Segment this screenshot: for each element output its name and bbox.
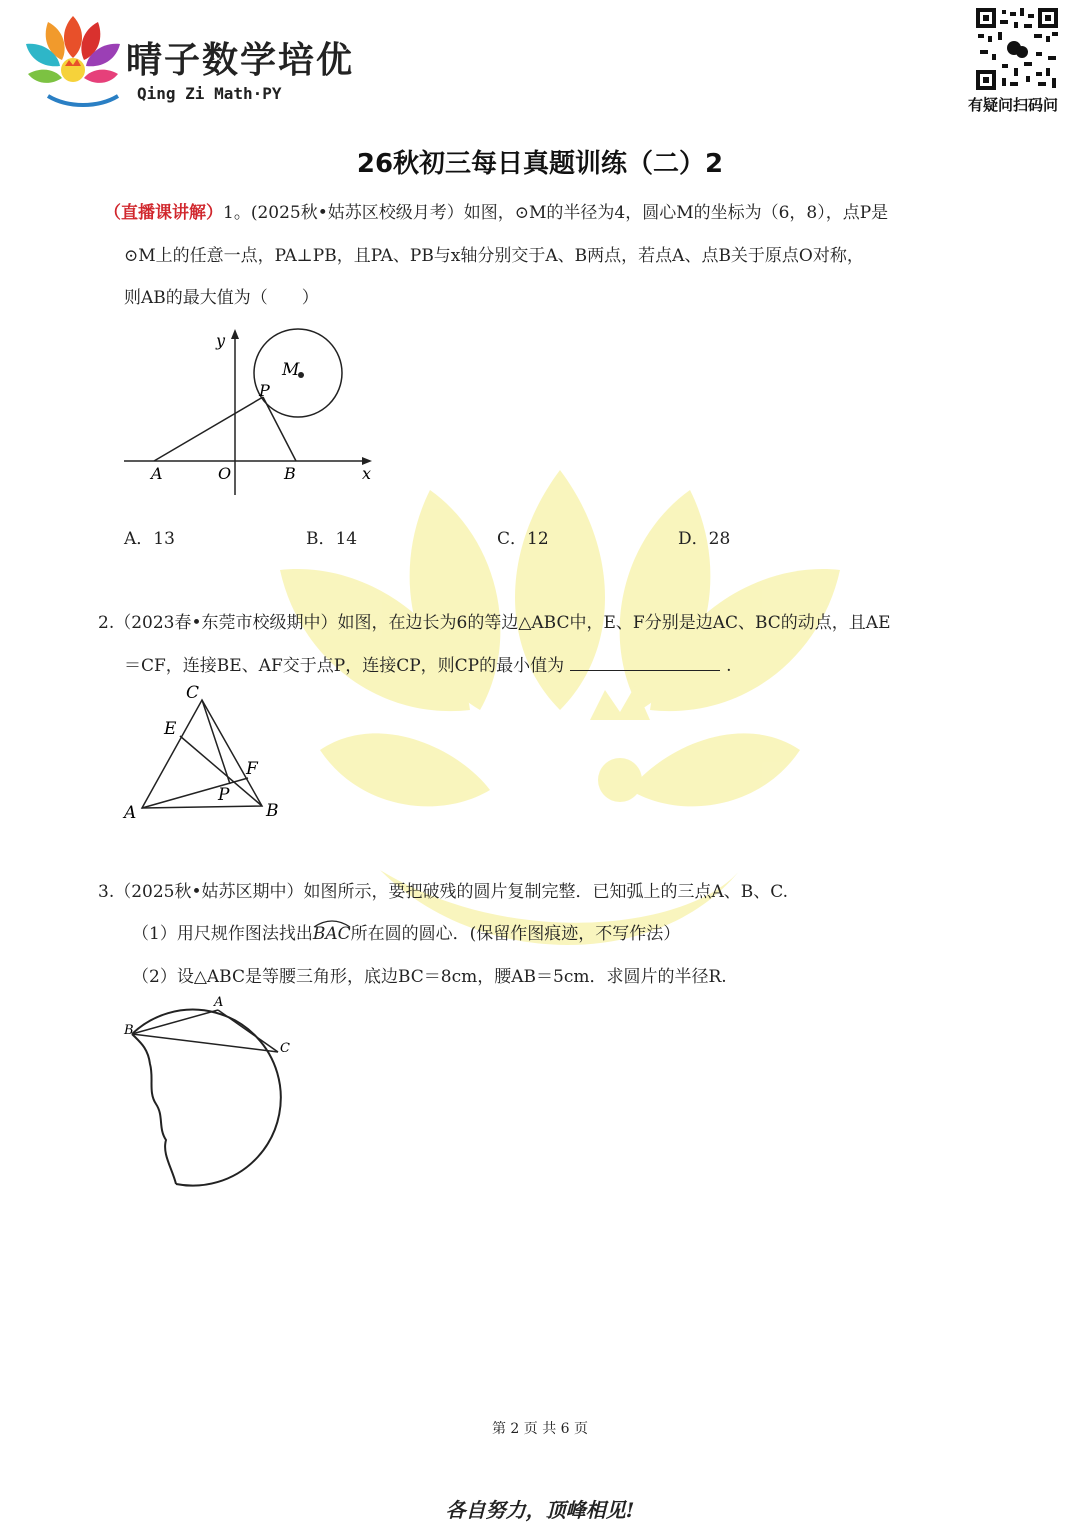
q2-fig-label-b: B	[266, 801, 279, 821]
page-title: 26秋初三每日真题训练（二）2	[356, 149, 724, 179]
brand-name: 晴子数学培优	[126, 40, 355, 81]
q1-line-2: ⊙M上的任意一点，PA⊥PB，且PA、PB与x轴分别交于A、B两点，若点A、点B关于原点O对称，	[124, 246, 864, 266]
q1-fig-label-x: x	[362, 464, 372, 483]
brand-name-english: Qing Zi Math·PY	[137, 84, 282, 103]
q2-fig-label-f: F	[246, 759, 258, 779]
flower-logo-icon	[18, 8, 128, 110]
q3-arc-bac	[313, 924, 351, 944]
q2-fig-label-p: P	[218, 785, 230, 805]
q2-text-2: ＝CF，连接BE、AF交于点P，连接CP，则CP的最小值为	[124, 656, 565, 676]
q2-answer-blank[interactable]	[570, 656, 720, 671]
q1-fig-label-a: A	[151, 464, 163, 483]
q1-line-3: 则AB的最大值为（ ）	[124, 288, 319, 308]
q2-text-end: .	[726, 656, 732, 676]
q1-option-d[interactable]: D．28	[678, 529, 731, 549]
q3-fig-label-a: A	[214, 995, 224, 1010]
slogan: 各自努力，顶峰相见!	[445, 1498, 635, 1522]
q1-fig-label-o: O	[218, 464, 232, 483]
q1-option-c[interactable]: C．12	[497, 529, 549, 549]
q1-fig-label-y: y	[216, 331, 226, 350]
q1-option-a[interactable]: A．13	[124, 529, 175, 549]
q1-fig-label-p: P	[259, 381, 270, 400]
q3-line-3: （2）设△ABC是等腰三角形，底边BC＝8cm，腰AB＝5cm．求圆片的半径R.	[132, 967, 727, 987]
qr-caption: 有疑问扫码问	[968, 96, 1059, 114]
q1-option-b[interactable]: B．14	[306, 529, 358, 549]
q2-line-2	[124, 651, 732, 676]
q1-fig-label-b: B	[284, 464, 296, 483]
q3-arc-label: BAC	[312, 924, 351, 944]
q2-figure	[118, 680, 288, 825]
q2-fig-label-e: E	[164, 719, 177, 739]
q1-figure	[118, 325, 388, 505]
q3-line-1: 3.（2025秋•姑苏区期中）如图所示，要把破残的圆片复制完整．已知弧上的三点A、B、C.	[98, 882, 789, 902]
q2-fig-label-c: C	[186, 683, 200, 703]
q3-fig-label-c: C	[280, 1041, 290, 1056]
qr-code-icon[interactable]	[974, 6, 1060, 92]
q1-live-tag: （直播课讲解）	[104, 203, 223, 223]
q3-line-2	[132, 919, 680, 944]
q1-text-1: 1。(2025秋•姑苏区校级月考）如图，⊙M的半径为4，圆心M的坐标为（6，8），点P是	[223, 203, 889, 223]
q1-line-1	[104, 198, 888, 223]
q2-line-1: 2.（2023春•东莞市校级期中）如图，在边长为6的等边△ABC中，E、F分别是边AC、BC的动点，且AE	[98, 613, 891, 633]
q1-fig-label-m: M	[282, 360, 300, 380]
q3-fig-label-b: B	[124, 1023, 134, 1038]
q2-fig-label-a: A	[124, 803, 137, 823]
q3-figure	[118, 992, 298, 1192]
q3-text-2b: 所在圆的圆心．(保留作图痕迹，不写作法）	[350, 924, 681, 944]
page-number: 第 2 页 共 6 页	[491, 1421, 589, 1437]
q3-text-2a: （1）用尺规作图法找出	[132, 924, 313, 944]
